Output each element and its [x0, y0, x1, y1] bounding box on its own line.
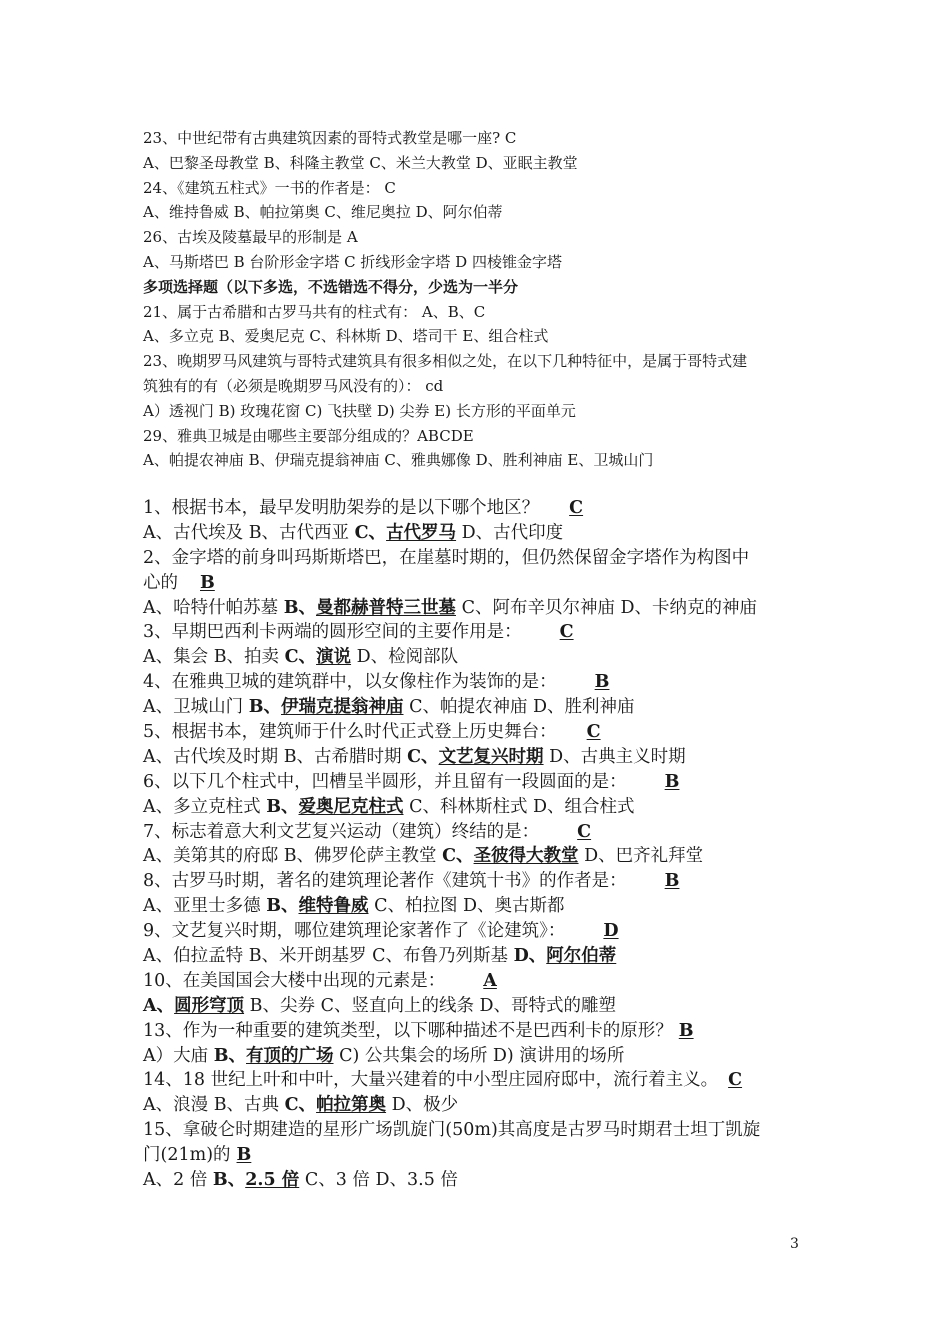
correct-option: 古代罗马 — [386, 522, 457, 543]
question-stem: 15、拿破仑时期建造的星形广场凯旋门(50m)其高度是古罗马时期君士坦丁凯旋 — [143, 1120, 761, 1141]
answer-key: C — [559, 622, 574, 643]
answer-key: C — [577, 821, 592, 842]
correct-option: 阿尔伯蒂 — [546, 946, 617, 967]
text-line: A）透视门 B) 玫瑰花窗 C) 飞扶壁 D) 尖券 E) 长方形的平面单元 — [143, 401, 576, 420]
correct-option: 2.5 倍 — [245, 1170, 300, 1191]
text-line: 筑独有的有（必须是晚期罗马风没有的）： cd — [143, 376, 444, 395]
question-stem: 14、18 世纪上叶和中叶，大量兴建着的中小型庄园府邸中，流行着主义。 C — [143, 1070, 743, 1091]
question-options: A、古代埃及时期 B、古希腊时期 C、文艺复兴时期 D、古典主义时期 — [143, 746, 686, 767]
text-line: 23、晚期罗马风建筑与哥特式建筑具有很多相似之处，在以下几种特征中，是属于哥特式建 — [143, 352, 748, 371]
question-stem: 8、古罗马时期，著名的建筑理论著作《建筑十书》的作者是： B — [143, 871, 680, 892]
text-line: 21、属于古希腊和古罗马共有的柱式有： A、B、C — [143, 302, 486, 321]
text-line: 23、中世纪带有古典建筑因素的哥特式教堂是哪一座? C — [143, 129, 517, 147]
section-earlier-questions — [143, 126, 823, 473]
question-options: A）大庙 B、有顶的广场 C) 公共集会的场所 D) 演讲用的场所 — [143, 1045, 625, 1066]
question-stem: 9、文艺复兴时期，哪位建筑理论家著作了《论建筑》： D — [143, 921, 619, 942]
question-options: A、卫城山门 B、伊瑞克提翁神庙 C、帕提农神庙 D、胜利神庙 — [143, 697, 635, 718]
correct-option: 圆形穹顶 — [174, 995, 245, 1016]
correct-option: 伊瑞克提翁神庙 — [281, 697, 404, 718]
answer-key: C — [728, 1070, 743, 1091]
answer-key: C — [586, 722, 601, 743]
correct-option: 文艺复兴时期 — [438, 746, 544, 767]
correct-option: 有顶的广场 — [246, 1045, 334, 1066]
answer-key: C — [569, 498, 584, 518]
question-options: A、圆形穹顶 B、尖券 C、竖直向上的线条 D、哥特式的雕塑 — [143, 995, 617, 1016]
question-stem: 6、以下几个柱式中，凹槽呈半圆形，并且留有一段圆面的是： B — [143, 771, 680, 792]
correct-option: 曼都赫普特三世墓 — [316, 597, 456, 618]
question-options: A、哈特什帕苏墓 B、曼都赫普特三世墓 C、阿布辛贝尔神庙 D、卡纳克的神庙 — [143, 597, 758, 618]
answer-key: B — [594, 672, 610, 693]
question-stem: 13、作为一种重要的建筑类型，以下哪种描述不是巴西利卡的原形？ B — [143, 1020, 694, 1041]
text-line: 26、古埃及陵墓最早的形制是 A — [143, 228, 358, 247]
question-options: A、2 倍 B、2.5 倍 C、3 倍 D、3.5 倍 — [143, 1170, 458, 1191]
section-single-choice — [143, 496, 823, 1193]
answer-key: B — [678, 1020, 694, 1041]
text-line: 24、《建筑五柱式》一书的作者是： C — [143, 178, 396, 197]
question-options: A、古代埃及 B、古代西亚 C、古代罗马 D、古代印度 — [143, 522, 564, 543]
text-line: A、多立克 B、爱奥尼克 C、科林斯 D、塔司干 E、组合柱式 — [143, 327, 549, 346]
answer-key: B — [236, 1145, 252, 1166]
question-stem-cont: 门(21m)的 B — [143, 1145, 252, 1166]
question-options: A、多立克柱式 B、爱奥尼克柱式 C、科林斯柱式 D、组合柱式 — [143, 796, 635, 817]
question-stem: 7、标志着意大利文艺复兴运动（建筑）终结的是： C — [143, 821, 592, 842]
correct-option: 维特鲁威 — [298, 896, 369, 917]
text-line: 29、雅典卫城是由哪些主要部分组成的？ABCDE — [143, 426, 474, 445]
question-stem: 4、在雅典卫城的建筑群中，以女像柱作为装饰的是： B — [143, 672, 610, 693]
question-options: A、浪漫 B、古典 C、帕拉第奥 D、极少 — [143, 1095, 459, 1116]
question-stem-cont: 心的 B — [143, 572, 215, 593]
question-stem: 1、根据书本，最早发明肋架券的是以下哪个地区？ C — [143, 498, 584, 518]
question-options: A、亚里士多德 B、维特鲁威 C、柏拉图 D、奥古斯都 — [143, 896, 565, 917]
text-line: A、巴黎圣母教堂 B、科隆主教堂 C、米兰大教堂 D、亚眠主教堂 — [143, 153, 578, 172]
correct-option: 帕拉第奥 — [316, 1095, 387, 1116]
question-options: A、伯拉孟特 B、米开朗基罗 C、布鲁乃列斯基 D、阿尔伯蒂 — [143, 946, 617, 967]
answer-key: B — [664, 771, 680, 792]
text-line: A、帕提农神庙 B、伊瑞克提翁神庙 C、雅典娜像 D、胜利神庙 E、卫城山门 — [143, 451, 654, 470]
text-line: A、马斯塔巴 B 台阶形金字塔 C 折线形金字塔 D 四棱锥金字塔 — [143, 252, 562, 271]
question-options: A、集会 B、拍卖 C、演说 D、检阅部队 — [143, 647, 459, 668]
question-stem: 10、在美国国会大楼中出现的元素是： A — [143, 970, 497, 991]
question-stem: 3、早期巴西利卡两端的圆形空间的主要作用是： C — [143, 622, 574, 643]
page-number: 3 — [790, 1236, 799, 1252]
correct-option: 演说 — [316, 647, 352, 668]
question-stem: 2、金字塔的前身叫玛斯斯塔巴，在崖墓时期的，但仍然保留金字塔作为构图中 — [143, 547, 750, 568]
answer-key: B — [664, 871, 680, 892]
question-stem: 5、根据书本，建筑师于什么时代正式登上历史舞台： C — [143, 722, 601, 743]
answer-key: D — [603, 921, 619, 942]
text-line: A、维持鲁威 B、帕拉第奥 C、维尼奥拉 D、阿尔伯蒂 — [143, 203, 503, 222]
question-options: A、美第其的府邸 B、佛罗伦萨主教堂 C、圣彼得大教堂 D、巴齐礼拜堂 — [143, 846, 704, 867]
correct-option: 圣彼得大教堂 — [473, 846, 579, 867]
answer-key: B — [200, 572, 215, 593]
answer-key: A — [483, 970, 497, 991]
section-heading-multiple-choice: 多项选择题（以下多选，不选错选不得分，少选为一半分 — [143, 277, 519, 296]
correct-option: 爱奥尼克柱式 — [298, 796, 404, 817]
